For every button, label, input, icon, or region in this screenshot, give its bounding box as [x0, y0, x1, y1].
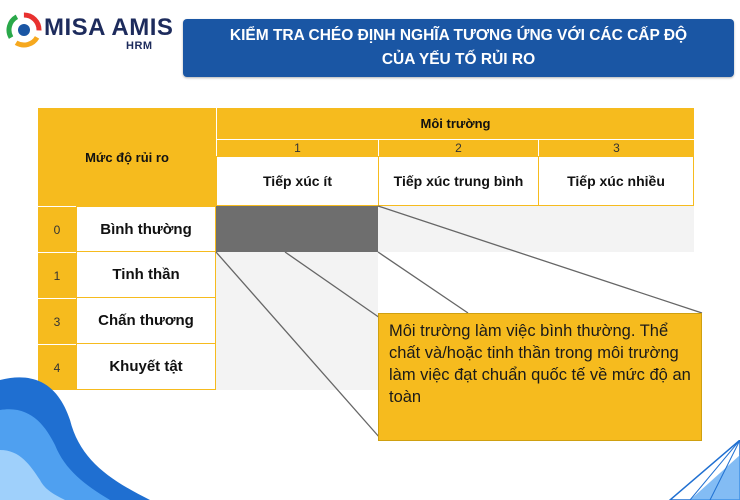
- row-label-2: Chấn thương: [76, 298, 216, 344]
- title-line-1: KIỂM TRA CHÉO ĐỊNH NGHĨA TƯƠNG ỨNG VỚI CÁC CẤP ĐỘ: [229, 27, 688, 44]
- column-label-2: Tiếp xúc trung bình: [378, 156, 538, 206]
- row-number-2: 3: [38, 298, 76, 344]
- column-number-1: 1: [216, 139, 378, 156]
- body-cells-column-1: [216, 252, 378, 390]
- brand-logo: [6, 10, 174, 54]
- misa-logo-icon: [6, 12, 42, 48]
- column-label-1: Tiếp xúc ít: [216, 156, 378, 206]
- row-label-1: Tinh thần: [76, 252, 216, 298]
- brand-sub: HRM: [126, 40, 153, 52]
- brand-name: MISA AMIS: [44, 14, 174, 41]
- column-label-3: Tiếp xúc nhiều: [538, 156, 694, 206]
- title-line-2: CỦA YẾU TỐ RỦI RO: [381, 51, 536, 68]
- row-number-1: 1: [38, 252, 76, 298]
- row-number-0: 0: [38, 206, 76, 252]
- row-label-0: Bình thường: [76, 206, 216, 252]
- decorative-wave-shape: [0, 360, 150, 500]
- title-banner: [183, 19, 734, 77]
- environment-header: Môi trường: [216, 108, 694, 139]
- column-number-2: 2: [378, 139, 538, 156]
- column-number-3: 3: [538, 139, 694, 156]
- decorative-triangle-shape: [660, 440, 740, 500]
- definition-callout: Môi trường làm việc bình thường. Thể chất và/hoặc tinh thần trong môi trường làm việc đạt chuẩn quốc tế về mức độ an toàn: [378, 313, 702, 441]
- risk-level-header: Mức độ rủi ro: [38, 108, 216, 206]
- highlighted-cell: [216, 206, 378, 252]
- row-label-3: Khuyết tật: [76, 344, 216, 390]
- row-number-3: 4: [38, 344, 76, 390]
